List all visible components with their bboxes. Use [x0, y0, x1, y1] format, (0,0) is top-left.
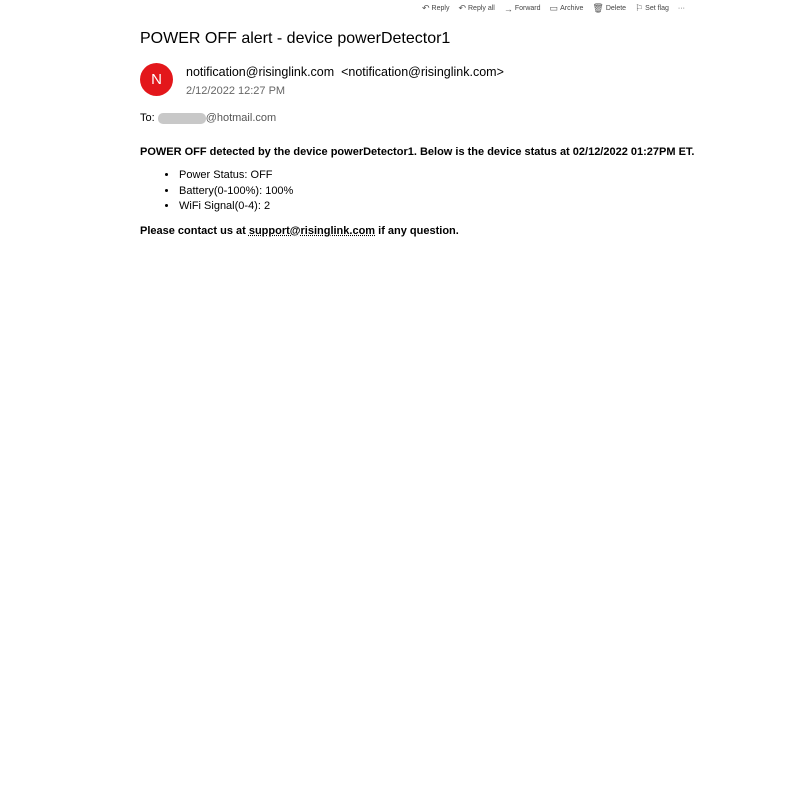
delete-button[interactable]: 🗑︎ Delete — [592, 3, 627, 13]
archive-icon: ▭ — [549, 3, 559, 13]
reply-all-button[interactable]: ↶ Reply all — [458, 3, 495, 13]
to-label: To: — [140, 112, 155, 124]
sender-avatar: N — [140, 63, 173, 96]
forward-icon: → — [503, 3, 513, 14]
archive-button[interactable]: ▭ Archive — [549, 3, 584, 13]
recipient-line — [140, 112, 276, 124]
forward-button[interactable]: → Forward — [503, 3, 541, 14]
reply-all-icon: ↶ — [458, 3, 466, 13]
more-icon: ··· — [677, 5, 685, 12]
set-flag-button[interactable]: ⚐ Set flag — [635, 3, 669, 13]
email-body — [140, 146, 694, 237]
support-email-link[interactable]: support@risinglink.com — [248, 224, 376, 237]
status-item: • WiFi Signal(0-4): 2 — [178, 199, 694, 215]
trash-icon: 🗑︎ — [592, 3, 604, 13]
redacted-recipient — [158, 113, 206, 124]
reply-icon: ↶ — [422, 3, 430, 13]
status-item: • Battery(0-100%): 100% — [178, 184, 694, 200]
email-date: 2/12/2022 12:27 PM — [186, 85, 286, 97]
flag-icon: ⚐ — [635, 3, 644, 13]
status-item: • Power Status: OFF — [178, 168, 694, 184]
recipient-domain[interactable]: @hotmail.com — [205, 112, 277, 124]
message-toolbar — [422, 3, 685, 14]
reply-button[interactable]: ↶ Reply — [422, 3, 450, 13]
email-subject: POWER OFF alert - device powerDetector1 — [140, 30, 451, 47]
status-list — [140, 168, 694, 215]
contact-text: Please contact us at support@risinglink.com if any question. — [140, 224, 459, 237]
intro-text: POWER OFF detected by the device powerDetector1. Below is the device status at 02/12/2022 01:27PM ET. — [140, 146, 695, 158]
sender-address[interactable]: notification@risinglink.com <notification@risinglink.com> — [186, 65, 504, 79]
more-actions-button[interactable] — [678, 5, 685, 12]
